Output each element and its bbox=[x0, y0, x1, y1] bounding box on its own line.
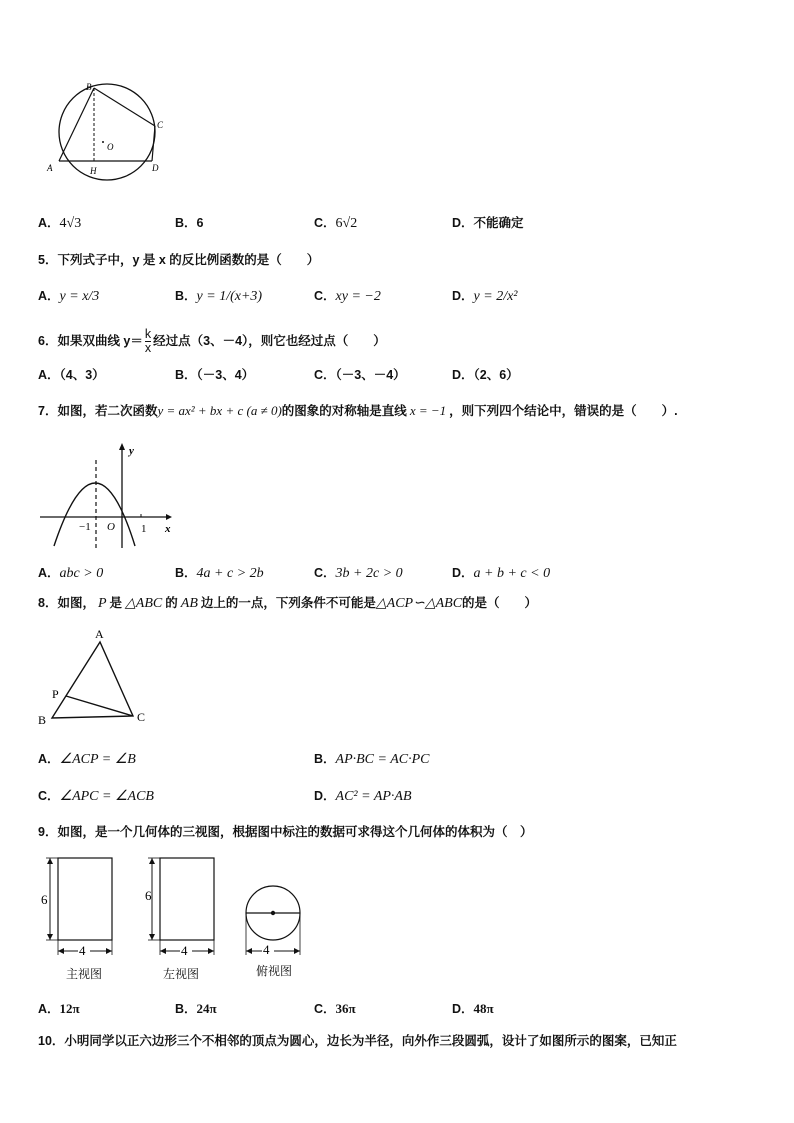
option-letter: B． bbox=[314, 752, 336, 766]
q9-side-view bbox=[140, 852, 220, 962]
option-letter: C． bbox=[314, 368, 336, 382]
q7-label-y: y bbox=[129, 445, 134, 457]
q8-side-ab: AB bbox=[180, 596, 198, 611]
option-text: AP·BC = AC·PC bbox=[335, 752, 430, 767]
option-letter: D． bbox=[452, 216, 474, 230]
q9-front-height: 6 bbox=[41, 892, 48, 907]
q4-label-O: O bbox=[107, 142, 114, 152]
q9-option-c bbox=[314, 999, 356, 1017]
q9-front-width: 4 bbox=[79, 943, 86, 958]
q7-axis: x = −1 bbox=[409, 403, 447, 418]
q7-stem bbox=[38, 401, 678, 419]
q6-option-c bbox=[314, 365, 406, 383]
q8-label-B: B bbox=[38, 713, 47, 727]
option-text: 3b + 2c > 0 bbox=[335, 566, 403, 581]
q9-side-caption: 左视图 bbox=[163, 967, 200, 981]
q4-label-D: D bbox=[152, 163, 159, 173]
q6-stem-part: 经过点（3、－4），则它也经过点（ ） bbox=[153, 333, 386, 348]
q6-stem bbox=[38, 328, 386, 355]
option-letter: B． bbox=[175, 289, 197, 303]
option-letter: C． bbox=[314, 216, 336, 230]
q9-side-height: 6 bbox=[145, 888, 152, 903]
option-text: y = 1/(x+3) bbox=[196, 289, 263, 304]
fraction-numerator: k bbox=[144, 327, 152, 341]
option-letter: B． bbox=[175, 216, 197, 230]
option-letter: A． bbox=[38, 1002, 60, 1016]
q5-option-a bbox=[38, 286, 99, 305]
fraction-denominator: x bbox=[144, 341, 152, 355]
q8-label-C: C bbox=[137, 710, 146, 724]
q5-stem: 5．下列式子中，y 是 x 的反比例函数的是（ ） bbox=[38, 253, 320, 267]
q9-top-caption: 俯视图 bbox=[256, 964, 293, 978]
q10-stem: 10．小明同学以正六边形三个不相邻的顶点为圆心，边长为半径，向外作三段圆弧，设计了如图所示的图案，已知正 bbox=[38, 1034, 677, 1048]
q7-stem-part: 的图象的对称轴是直线 bbox=[281, 404, 407, 418]
option-text: 24π bbox=[196, 1001, 217, 1016]
option-text: 6√2 bbox=[335, 216, 358, 231]
q9-option-b bbox=[175, 999, 217, 1017]
option-letter: A． bbox=[38, 368, 60, 382]
q4-option-c bbox=[314, 213, 357, 232]
option-letter: C． bbox=[314, 289, 336, 303]
option-text: 48π bbox=[473, 1001, 494, 1016]
option-text: abc > 0 bbox=[59, 566, 104, 581]
q9-top-width: 4 bbox=[263, 942, 270, 957]
q9-side-width: 4 bbox=[181, 943, 188, 958]
q8-similarity: △ACP∽△ABC bbox=[375, 596, 463, 611]
q6-option-d bbox=[452, 365, 519, 383]
option-letter: D． bbox=[452, 566, 474, 580]
q8-option-c bbox=[38, 786, 154, 805]
q9-option-a bbox=[38, 999, 80, 1017]
q4-label-H: H bbox=[90, 166, 97, 176]
q8-label-P: P bbox=[52, 687, 59, 701]
q9-stem: 9．如图，是一个几何体的三视图，根据图中标注的数据可求得这个几何体的体积为（ ） bbox=[38, 825, 533, 839]
option-text: y = x/3 bbox=[59, 289, 100, 304]
option-text: 不能确定 bbox=[473, 216, 524, 230]
q6-stem-part: 6．如果双曲线 y＝ bbox=[38, 333, 143, 348]
q8-stem-part: 的 bbox=[165, 596, 178, 610]
q8-option-d bbox=[314, 786, 412, 805]
q9-front-view bbox=[38, 852, 118, 962]
option-letter: D． bbox=[452, 368, 474, 382]
q5-option-c bbox=[314, 286, 381, 305]
q8-option-a bbox=[38, 749, 136, 768]
option-letter: B． bbox=[175, 566, 197, 580]
q6-fraction bbox=[145, 328, 151, 355]
option-letter: C． bbox=[38, 789, 60, 803]
q7-stem-part: 7．如图，若二次函数 bbox=[38, 404, 158, 418]
option-letter: B． bbox=[175, 1002, 197, 1016]
q6-option-a bbox=[38, 365, 105, 383]
q7-parabola-figure bbox=[38, 440, 178, 552]
option-text: 4a + c > 2b bbox=[196, 566, 264, 581]
q7-stem-part: ，则下列四个结论中，错误的是（ ）. bbox=[449, 404, 678, 418]
option-letter: A． bbox=[38, 216, 60, 230]
q7-option-d bbox=[452, 563, 550, 582]
option-letter: D． bbox=[452, 289, 474, 303]
q8-stem-part: 8．如图， bbox=[38, 596, 95, 610]
option-text: 36π bbox=[335, 1001, 356, 1016]
option-text: 4√3 bbox=[59, 216, 82, 231]
q7-label-1: 1 bbox=[141, 523, 147, 535]
q8-stem-part: 的是（ ） bbox=[462, 596, 538, 610]
q7-label-neg1: −1 bbox=[79, 521, 91, 533]
option-text: （2、6） bbox=[473, 368, 519, 382]
q8-point-p: P bbox=[97, 596, 107, 611]
q4-label-C: C bbox=[157, 120, 164, 130]
q8-stem bbox=[38, 593, 537, 612]
option-text: AC² = AP·AB bbox=[335, 789, 412, 804]
q5-option-b bbox=[175, 286, 262, 305]
q8-stem-part: 边上的一点，下列条件不可能是 bbox=[200, 596, 376, 610]
option-text: a + b + c < 0 bbox=[473, 566, 551, 581]
q4-option-d bbox=[452, 213, 524, 231]
q9-option-d bbox=[452, 999, 494, 1017]
option-letter: A． bbox=[38, 289, 60, 303]
q9-front-caption: 主视图 bbox=[66, 967, 103, 981]
q4-label-A: A bbox=[47, 163, 53, 173]
q4-label-B: B bbox=[86, 82, 92, 92]
q7-label-O: O bbox=[107, 521, 115, 533]
option-text: 12π bbox=[59, 1001, 80, 1016]
option-letter: C． bbox=[314, 566, 336, 580]
q7-option-c bbox=[314, 563, 403, 582]
q7-option-b bbox=[175, 563, 264, 582]
option-letter: A． bbox=[38, 752, 60, 766]
q4-circle-figure bbox=[40, 78, 175, 183]
q8-label-A: A bbox=[95, 627, 104, 641]
q4-option-a bbox=[38, 213, 81, 232]
q7-formula: y = ax² + bx + c (a ≠ 0) bbox=[157, 403, 282, 418]
q8-triangle: △ABC bbox=[125, 596, 163, 611]
option-letter: C． bbox=[314, 1002, 336, 1016]
q8-triangle-figure bbox=[36, 624, 156, 730]
option-letter: D． bbox=[314, 789, 336, 803]
option-text: y = 2/x² bbox=[473, 289, 518, 304]
q8-option-b bbox=[314, 749, 430, 768]
option-text: ∠ACP = ∠B bbox=[59, 752, 136, 767]
option-letter: B． bbox=[175, 368, 197, 382]
q6-option-b bbox=[175, 365, 254, 383]
q7-option-a bbox=[38, 563, 103, 582]
option-letter: D． bbox=[452, 1002, 474, 1016]
q9-top-view bbox=[240, 880, 310, 962]
option-text: （4、3） bbox=[59, 368, 105, 382]
q5-option-d bbox=[452, 286, 518, 305]
option-text: 6 bbox=[196, 216, 204, 230]
option-text: （－3、－4） bbox=[335, 368, 406, 382]
q7-label-x: x bbox=[165, 523, 171, 535]
option-text: （－3、4） bbox=[196, 368, 255, 382]
q4-option-b bbox=[175, 213, 203, 231]
q8-stem-part: 是 bbox=[109, 596, 123, 610]
option-letter: A． bbox=[38, 566, 60, 580]
option-text: xy = −2 bbox=[335, 289, 381, 304]
option-text: ∠APC = ∠ACB bbox=[59, 789, 154, 804]
